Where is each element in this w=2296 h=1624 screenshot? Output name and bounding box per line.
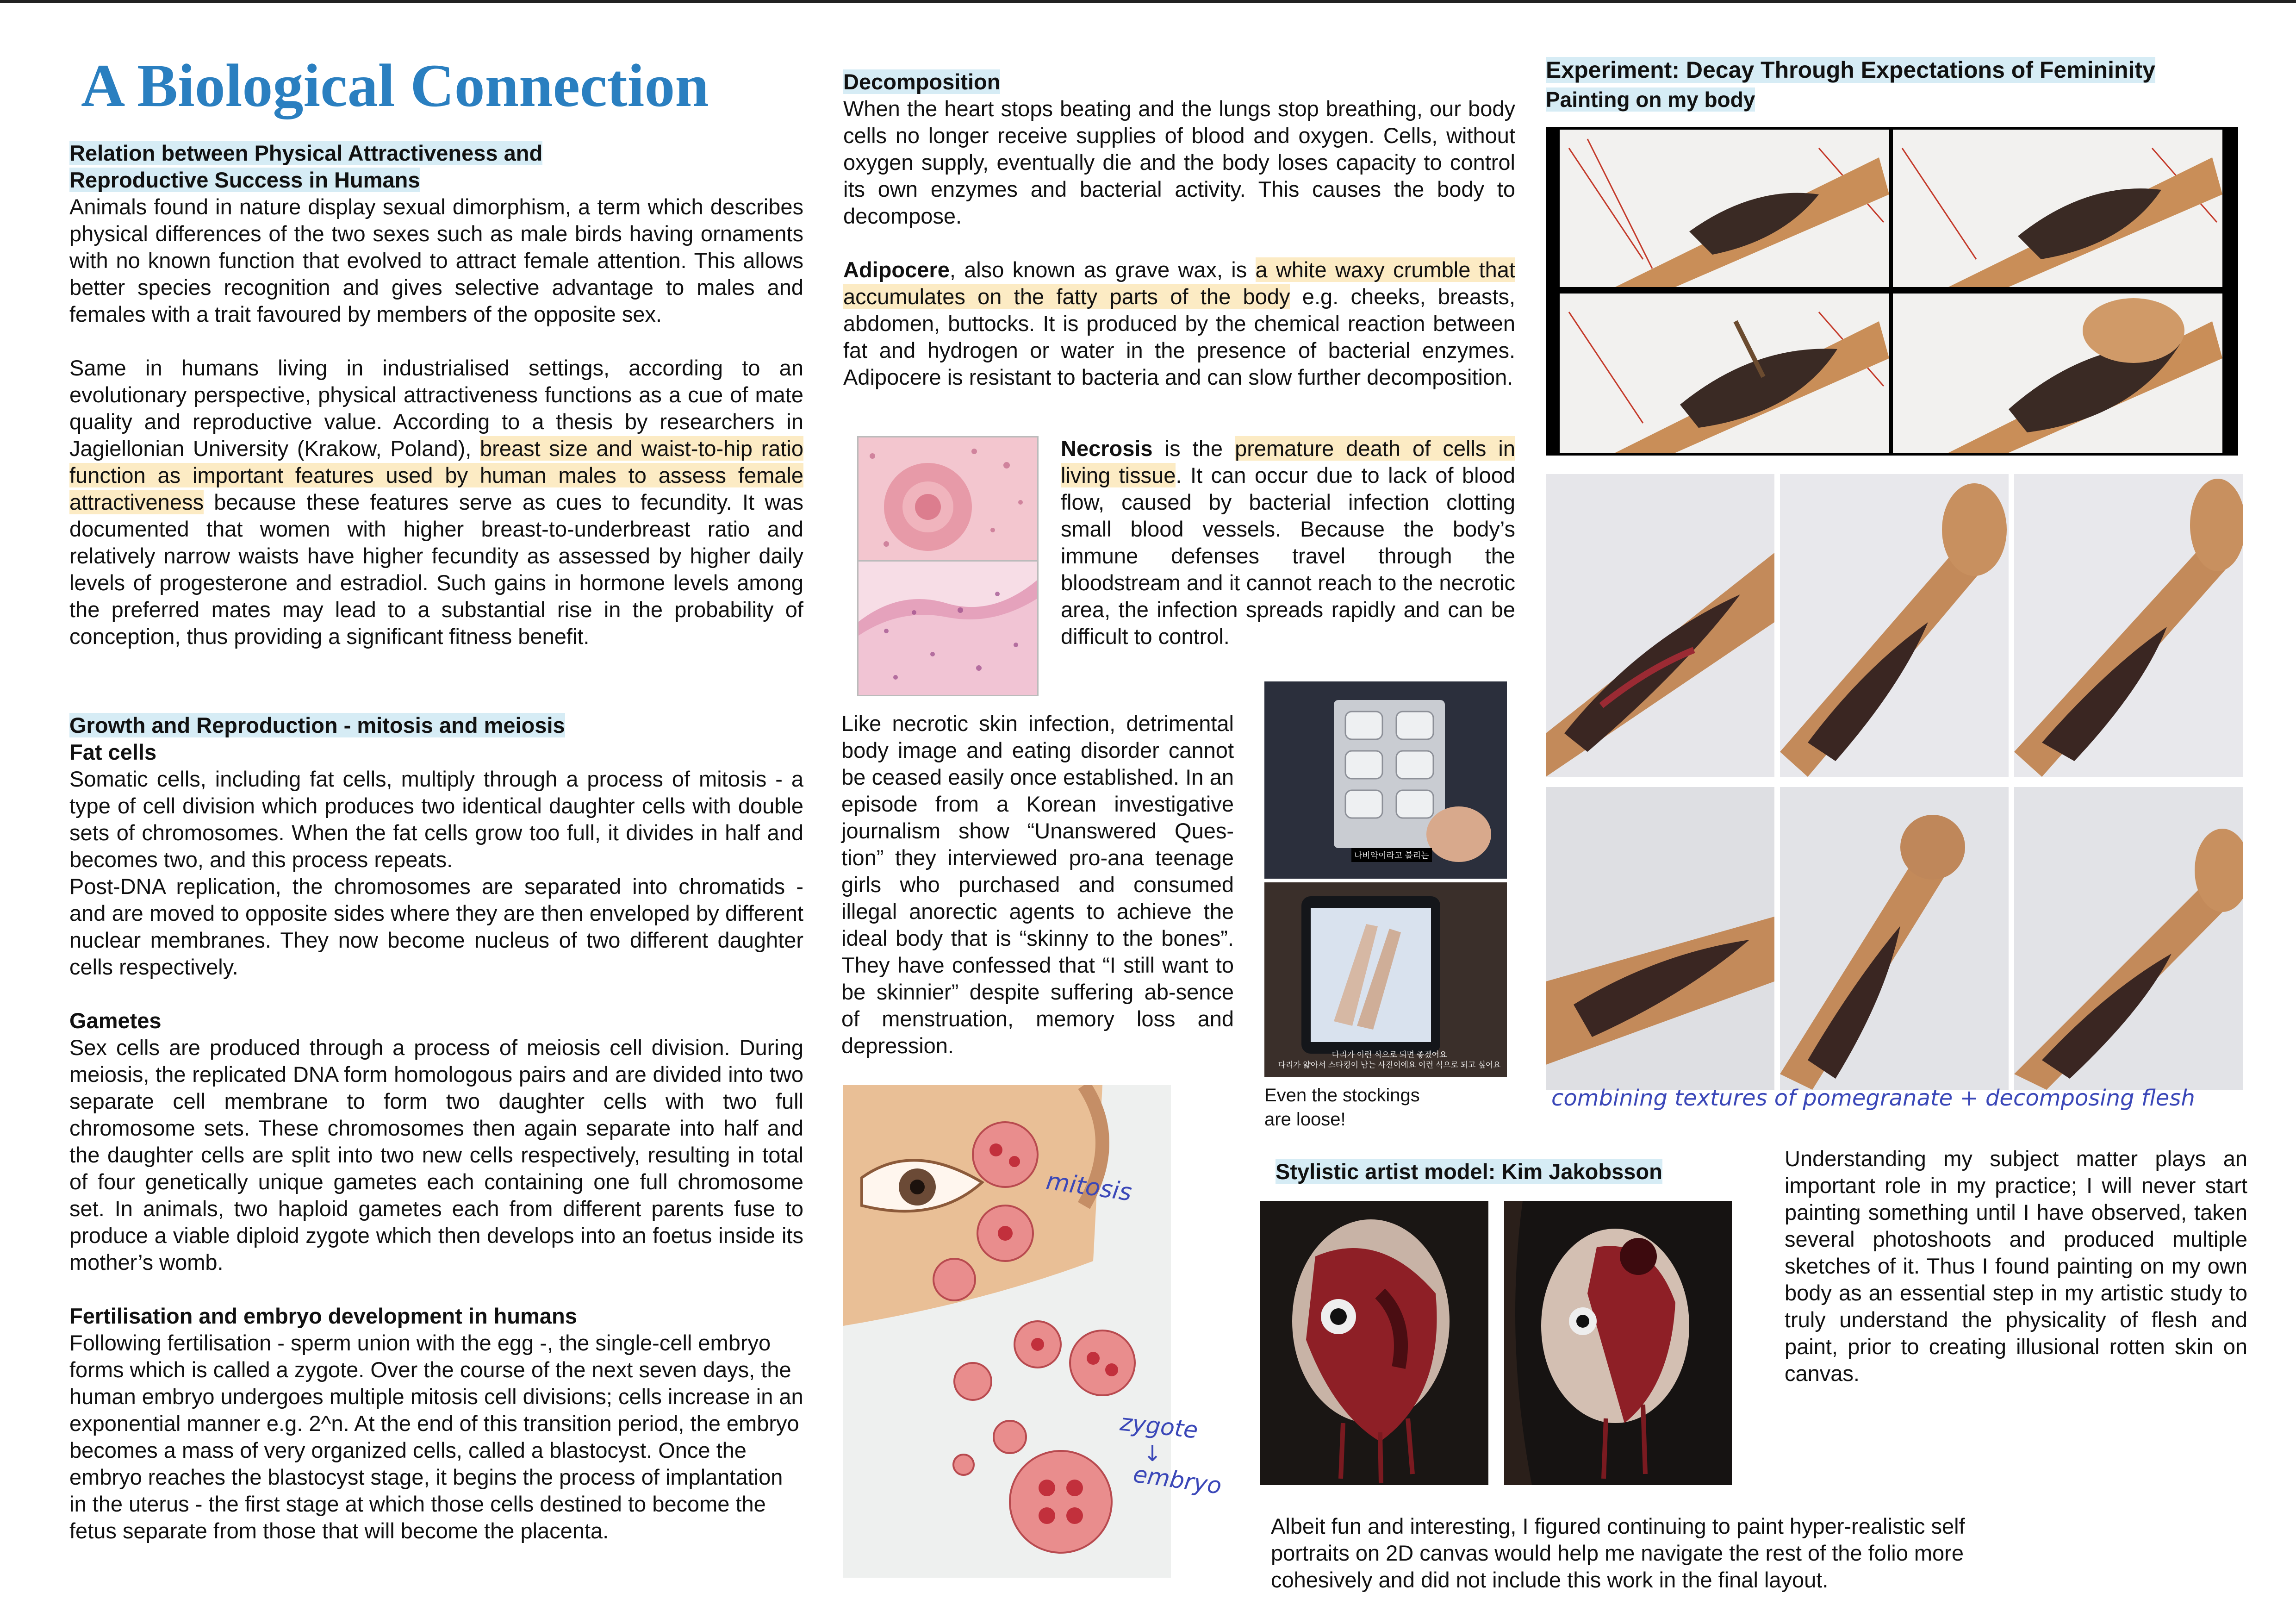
adipocere-end: e.g. cheeks, breasts, abdomen, buttocks. It is produced by the chemical reaction between fat and hydrogen or water in the presence of bacterial enzymes. Adipocere is resistant to bacteria and can slow further decomposition.	[843, 284, 1516, 389]
experiment-subheading-text: Painting on my body	[1546, 87, 1755, 112]
dimorphism-paragraph: Animals found in nature display sexual dimorphism, a term which describes physical differences of the two sexes such as male birds having ornaments with no known function that evolved to attract female attention. This allows better species recognition and gives selective advantage to males and females with a trait favoured by members of the opposite sex.	[69, 194, 803, 326]
fertilisation-paragraph: Following fertilisation - sperm union with the egg -, the single-cell embryo forms which is called a zygote. Over the course of the next seven days, the human embryo undergoes multiple mitosis cell divisions; cells increase in an exponential manner e.g. 2^n. At the end of this transition period, the embryo becomes a mass of very organized cells, called a blastocyst. Once the embryo reaches the blastocyst stage, it begins the process of implantation in the uterus - the first stage at which those cells destined to become the fetus separate from those that will become the placenta.	[69, 1330, 803, 1543]
process-frame-2	[1893, 130, 2222, 287]
zygote-note: zygote	[1119, 1409, 1200, 1444]
col1-text-top	[69, 194, 803, 650]
attractiveness-paragraph	[69, 355, 803, 650]
artist-heading	[1276, 1158, 1662, 1185]
zygote-painting	[843, 1085, 1171, 1578]
page-top-edge	[0, 0, 2296, 3]
necrosis-end: . It can occur due to lack of blood flow, caused by bacterial infection clotting small blood vessels. Because the body’s immune defenses travel through the bloodstream and it cannot reach to the necrotic area, the infection spreads rapidly and can be difficult to control.	[1061, 463, 1515, 649]
fertilisation-heading: Fertilisation and embryo development in humans	[69, 1304, 577, 1328]
histology-image-bottom	[857, 560, 1039, 696]
tv-legs-screenshot	[1264, 882, 1507, 1077]
growth-heading-text: Growth and Reproduction - mitosis and meiosis	[69, 713, 565, 737]
decomposition-heading-text: Decomposition	[843, 69, 1001, 94]
decomposition-heading	[843, 69, 1000, 95]
tv-pills-subtitle: 나비약이라고 불리는	[1351, 848, 1432, 862]
pomegranate-note: combining textures of pomegranate + decomposing flesh	[1551, 1085, 2195, 1111]
attractiveness-heading	[69, 140, 810, 194]
histology-image-top	[857, 436, 1039, 563]
arm-photo-2	[1780, 474, 2009, 777]
growth-heading	[69, 712, 810, 739]
arrow-note: ↓	[1143, 1441, 1162, 1467]
process-frame-3	[1560, 294, 1889, 453]
adipocere-paragraph	[843, 256, 1515, 391]
stockings-caption: Even the stockings are loose!	[1264, 1085, 1420, 1130]
process-frame-1	[1560, 130, 1889, 287]
gametes-paragraph: Sex cells are produced through a process of meiosis cell division. During meiosis, the replicated DNA form homologous pairs and are divided into two separate cell membrane to form two daughter cells with two full chromosome sets. These chromosomes then again separate into half and the daughter cells are split into two new cells respectively, resulting in total of four genetically unique gametes each containing one full chromosome set. In animals, two haploid gametes each from different parents fuse to produce a viable diploid zygote which then develops into an foetus inside its mother’s womb.	[69, 1035, 803, 1274]
mitosis-note: mitosis	[1044, 1167, 1134, 1207]
tv-legs-subtitle-line1: 다리가 이런 식으로 되면 좋겠어요	[1332, 1050, 1447, 1059]
tv-legs-subtitles	[1274, 1050, 1505, 1070]
arm-photo-1	[1546, 474, 1774, 777]
page-title: A Biological Connection	[81, 51, 709, 119]
arm-photo-3	[2014, 474, 2243, 777]
adipocere-highlight: a white waxy crumble that accumulates on the fatty parts of the body	[843, 257, 1515, 309]
attractiveness-paragraph-end: because these features serve as cues to fecundity. It was documented that women with higher breast-to-underbreast ratio and relatively narrow waists have higher fecundity as assessed by higher daily levels of progesterone and estradiol. Such gains in hormone levels among the preferred mates may lead to a substantial rise in the probability of conception, thus providing a significant fitness benefit.	[69, 490, 803, 649]
attractiveness-heading-line1: Relation between Physical Attractiveness and	[69, 141, 543, 165]
necrosis-term: Necrosis	[1061, 436, 1153, 461]
fat-cells-paragraph-1: Somatic cells, including fat cells, multiply through a process of mitosis - a type of cell division which produces two identical daughter cells with double sets of chromosomes. When the fat cells grow too full, it divides in half and becomes two, and this process repeats.	[69, 767, 803, 872]
fat-cells-heading: Fat cells	[69, 740, 157, 764]
understanding-paragraph: Understanding my subject matter plays an important role in my practice; I will never start painting something until I have observed, taken several photoshoots and produced multiple sketches of it. Thus I found painting on my own body as an essential step in my artistic study to truly understand the physicality of flesh and paint, prior to creating illusional rotten skin on canvas.	[1785, 1146, 2247, 1386]
decomposition-block	[843, 95, 1515, 391]
attractiveness-paragraph-start: Same in humans living in industrialised settings, according to an evolutionary perspective, physical attractiveness functions as a cue of mate quality and reproductive value. According to a thesis by researchers in Jagiellonian University (Krakow, Poland),	[69, 356, 803, 461]
attractiveness-highlight: breast size and waist-to-hip ratio function as important features used by human males to assess female attractiveness	[69, 436, 803, 514]
fat-cells-paragraph-2: Post-DNA replication, the chromosomes are separated into chromatids - and are moved to opposite sides where they are then enveloped by different nuclear membranes. They now become nucleus of two different daughter cells respectively.	[69, 874, 803, 979]
necrosis-highlight: premature death of cells in living tissue	[1061, 436, 1516, 487]
artist-painting-1	[1260, 1201, 1488, 1485]
painting-process-frames	[1546, 127, 2238, 456]
necrosis-paragraph	[1061, 435, 1515, 650]
eating-disorder-paragraph: Like necrotic skin infection, detrimental body image and eating disorder cannot be ceased easily once established. In an episode from a Korean investigative journalism show “Unanswered Ques-tion” they interviewed pro-ana teenage girls who purchased and consumed illegal anorectic agents to achieve the ideal body that is “skinny to the bones”. They have confessed that “I still want to be skinnier” despite suffering ab-sence of menstruation, memory loss and depression.	[841, 711, 1234, 1058]
arm-photo-5	[1780, 787, 2009, 1090]
adipocere-term: Adipocere	[843, 257, 950, 282]
arm-photo-6	[2014, 787, 2243, 1090]
arm-photo-4	[1546, 787, 1774, 1090]
artist-painting-2	[1504, 1201, 1732, 1485]
col1-text-bottom	[69, 739, 803, 1544]
embryo-note: embryo	[1131, 1460, 1224, 1500]
process-frame-4	[1893, 294, 2222, 453]
experiment-heading-text: Experiment: Decay Through Expectations of Femininity	[1546, 57, 2155, 83]
experiment-heading	[1546, 56, 2155, 84]
adipocere-start: , also known as grave wax, is	[949, 257, 1256, 282]
necrosis-start: is the	[1152, 436, 1235, 461]
tv-legs-subtitle-line2: 다리가 얇아서 스타킹이 남는 사진이에요 이런 식으로 되고 싶어요	[1278, 1061, 1501, 1069]
experiment-subheading	[1546, 86, 1755, 113]
albeit-paragraph: Albeit fun and interesting, I figured continuing to paint hyper-realistic self portraits on 2D canvas would help me navigate the rest of the folio more cohesively and did not include this work in the final layout.	[1271, 1514, 1965, 1592]
decomposition-paragraph: When the heart stops beating and the lungs stop breathing, our body cells no longer receive supplies of blood and oxygen. Cells, without oxygen supply, eventually die and the body loses capacity to control its own enzymes and bacterial activity. This causes the body to decompose.	[843, 96, 1515, 228]
gametes-heading: Gametes	[69, 1008, 162, 1033]
artist-heading-text: Stylistic artist model: Kim Jakobsson	[1276, 1159, 1662, 1184]
attractiveness-heading-line2: Reproductive Success in Humans	[69, 168, 420, 192]
